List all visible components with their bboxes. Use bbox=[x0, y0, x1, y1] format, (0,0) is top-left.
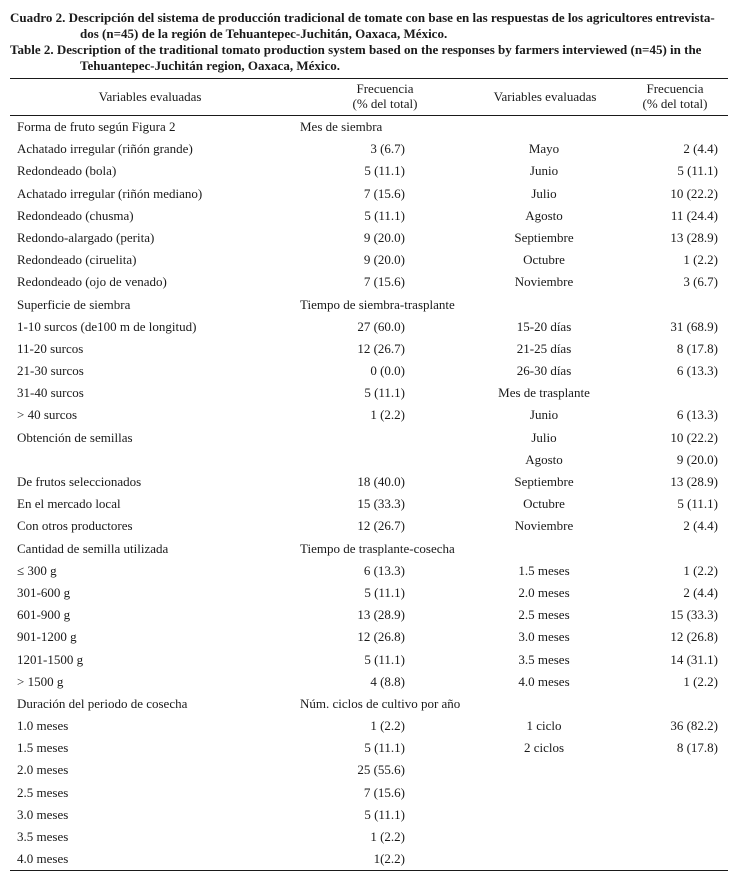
table-row bbox=[10, 316, 728, 338]
right-variable-cell: Julio bbox=[531, 429, 557, 445]
left-variable-cell: Redondeado (ciruelita) bbox=[17, 252, 137, 268]
left-frequency-cell: 6 (13.3) bbox=[363, 562, 405, 578]
header-frequency-left-line-1: Frecuencia bbox=[356, 81, 414, 96]
right-frequency-cell: 3 (6.7) bbox=[683, 274, 718, 290]
right-variable-cell: 21-25 días bbox=[516, 340, 572, 356]
right-variable-cell: 1.5 meses bbox=[518, 562, 570, 578]
right-variable-cell: 2.0 meses bbox=[518, 584, 570, 600]
left-variable-cell: 21-30 surcos bbox=[17, 363, 84, 379]
left-variable-cell: Redondeado (bola) bbox=[17, 163, 117, 179]
left-frequency-cell: 5 (11.1) bbox=[364, 740, 405, 756]
header-variables-right: Variables evaluadas bbox=[493, 89, 597, 104]
left-frequency-cell: 18 (40.0) bbox=[357, 474, 405, 489]
table-row bbox=[10, 693, 728, 715]
table-row bbox=[10, 360, 728, 382]
left-frequency-cell: 1 (2.2) bbox=[370, 829, 405, 844]
left-frequency-cell: 1 (2.2) bbox=[370, 407, 405, 423]
right-frequency-cell: 11 (24.4) bbox=[670, 207, 718, 223]
right-frequency-cell: 9 (20.0) bbox=[676, 451, 718, 467]
table-row bbox=[10, 671, 728, 693]
header-frequency-right bbox=[625, 81, 725, 111]
right-variable-cell: Mayo bbox=[528, 141, 560, 157]
left-frequency-cell: 27 (60.0) bbox=[357, 318, 405, 334]
right-frequency-cell: 10 (22.2) bbox=[670, 185, 718, 201]
left-frequency-cell: 15 (33.3) bbox=[357, 496, 405, 512]
left-frequency-cell: 7 (15.6) bbox=[363, 784, 405, 800]
right-variable-cell: Septiembre bbox=[514, 474, 574, 489]
table-row bbox=[10, 227, 728, 249]
right-variable-cell: 3.0 meses bbox=[518, 629, 570, 645]
table-row bbox=[10, 249, 728, 271]
left-variable-cell: 1.5 meses bbox=[17, 740, 69, 756]
table-row bbox=[10, 737, 728, 759]
table-row bbox=[10, 449, 728, 471]
right-frequency-cell: 8 (17.8) bbox=[676, 340, 718, 356]
left-frequency-cell: 12 (26.7) bbox=[357, 518, 405, 534]
header-frequency-right-line-1: Frecuencia bbox=[646, 81, 704, 96]
table-row bbox=[10, 382, 728, 404]
right-frequency-cell: 1 (2.2) bbox=[683, 673, 718, 689]
right-variable-cell: Noviembre bbox=[514, 274, 574, 290]
right-section-label: Mes de siembra bbox=[300, 119, 383, 134]
right-variable-cell: 4.0 meses bbox=[518, 673, 570, 689]
table-row bbox=[10, 626, 728, 648]
left-variable-cell: Redondo-alargado (perita) bbox=[17, 229, 155, 245]
left-frequency-cell: 5 (11.1) bbox=[364, 651, 405, 667]
caption-english-line-2: Tehuantepec-Juchitán region, Oaxaca, México. bbox=[80, 58, 340, 73]
left-frequency-cell: 0 (0.0) bbox=[370, 363, 405, 379]
table-row bbox=[10, 804, 728, 826]
right-frequency-cell: 6 (13.3) bbox=[676, 363, 718, 379]
table-row bbox=[10, 138, 728, 160]
left-variable-cell: 1201-1500 g bbox=[17, 651, 84, 667]
table-row bbox=[10, 205, 728, 227]
left-frequency-cell: 1(2.2) bbox=[373, 851, 405, 867]
left-frequency-cell: 5 (11.1) bbox=[364, 163, 405, 179]
left-variable-cell: 1.0 meses bbox=[17, 718, 69, 734]
table-row bbox=[10, 294, 728, 316]
left-variable-cell: Con otros productores bbox=[17, 518, 133, 534]
left-variable-cell: Redondeado (ojo de venado) bbox=[17, 274, 167, 290]
left-variable-cell: 2.5 meses bbox=[17, 784, 69, 800]
right-variable-cell: 1 ciclo bbox=[526, 718, 562, 734]
right-variable-cell: 3.5 meses bbox=[518, 651, 570, 667]
caption-spanish bbox=[10, 10, 730, 42]
header-frequency-left-line-2: (% del total) bbox=[352, 96, 418, 111]
left-frequency-cell: 12 (26.7) bbox=[357, 340, 405, 356]
right-frequency-cell: 6 (13.3) bbox=[676, 407, 718, 423]
table-row bbox=[10, 515, 728, 537]
right-variable-cell: Septiembre bbox=[514, 229, 574, 245]
left-variable-cell: 2.0 meses bbox=[17, 762, 69, 778]
table-row bbox=[10, 759, 728, 781]
left-frequency-cell: 12 (26.8) bbox=[357, 629, 405, 645]
right-frequency-cell: 8 (17.8) bbox=[676, 740, 718, 756]
right-variable-cell: Octubre bbox=[523, 252, 565, 268]
left-variable-cell: 11-20 surcos bbox=[17, 340, 84, 356]
caption-spanish-line-1: Cuadro 2. Descripción del sistema de producción tradicional de tomate con base en las respuestas de los agricultores entrevista- bbox=[10, 10, 715, 25]
left-frequency-cell: 9 (20.0) bbox=[363, 229, 405, 245]
caption-english-line-1: Table 2. Description of the traditional tomato production system based on the responses by farmers interviewed (n=45) in the bbox=[10, 42, 702, 57]
table-row bbox=[10, 848, 728, 870]
table-row bbox=[10, 560, 728, 582]
right-section-label: Tiempo de siembra-trasplante bbox=[300, 296, 455, 312]
left-frequency-cell: 1 (2.2) bbox=[370, 718, 405, 734]
right-variable-cell: 2 ciclos bbox=[523, 740, 565, 756]
table-row bbox=[10, 404, 728, 426]
right-variable-cell: Junio bbox=[529, 163, 559, 179]
table-row bbox=[10, 338, 728, 360]
header-frequency-right-line-2: (% del total) bbox=[642, 96, 708, 111]
right-variable-cell: 2.5 meses bbox=[518, 607, 570, 623]
right-frequency-cell: 5 (11.1) bbox=[677, 163, 718, 179]
table-row bbox=[10, 271, 728, 293]
left-variable-cell: 3.5 meses bbox=[17, 829, 69, 844]
right-frequency-cell: 36 (82.2) bbox=[670, 718, 718, 734]
table-header bbox=[10, 79, 728, 115]
caption-english bbox=[10, 42, 730, 74]
right-variable-cell: Junio bbox=[529, 407, 559, 423]
right-frequency-cell: 1 (2.2) bbox=[683, 252, 718, 268]
left-frequency-cell: 5 (11.1) bbox=[364, 207, 405, 223]
left-frequency-cell: 7 (15.6) bbox=[363, 274, 405, 290]
left-frequency-cell: 5 (11.1) bbox=[364, 806, 405, 822]
right-frequency-cell: 12 (26.8) bbox=[670, 629, 718, 645]
right-frequency-cell: 2 (4.4) bbox=[683, 141, 718, 157]
caption-spanish-line-2: dos (n=45) de la región de Tehuantepec-Juchitán, Oaxaca, México. bbox=[80, 26, 448, 41]
table-body bbox=[10, 116, 728, 870]
right-section-label: Tiempo de trasplante-cosecha bbox=[300, 540, 455, 556]
header-variables-left: Variables evaluadas bbox=[98, 89, 202, 104]
table-row bbox=[10, 116, 728, 138]
left-frequency-cell: 5 (11.1) bbox=[364, 385, 405, 401]
right-frequency-cell: 1 (2.2) bbox=[683, 562, 718, 578]
table-row bbox=[10, 427, 728, 449]
right-variable-cell: Julio bbox=[531, 185, 557, 201]
left-section-label: Cantidad de semilla utilizada bbox=[17, 540, 169, 556]
right-variable-cell: Agosto bbox=[525, 207, 563, 223]
table-row bbox=[10, 538, 728, 560]
left-variable-cell: 31-40 surcos bbox=[17, 385, 84, 401]
left-frequency-cell: 4 (8.8) bbox=[370, 673, 405, 689]
table-row bbox=[10, 160, 728, 182]
left-frequency-cell: 7 (15.6) bbox=[363, 185, 405, 201]
table-bottom-rule bbox=[10, 870, 728, 871]
left-variable-cell: > 1500 g bbox=[17, 673, 64, 689]
table-row bbox=[10, 715, 728, 737]
right-frequency-cell: 2 (4.4) bbox=[683, 518, 718, 534]
left-frequency-cell: 9 (20.0) bbox=[363, 252, 405, 268]
left-section-label: Duración del periodo de cosecha bbox=[17, 695, 188, 711]
left-frequency-cell: 5 (11.1) bbox=[364, 584, 405, 600]
right-variable-cell: 15-20 días bbox=[516, 318, 572, 334]
right-frequency-cell: 13 (28.9) bbox=[670, 474, 718, 489]
right-section-label: Núm. ciclos de cultivo por año bbox=[300, 695, 461, 711]
right-frequency-cell: 10 (22.2) bbox=[670, 429, 718, 445]
left-variable-cell: Redondeado (chusma) bbox=[17, 207, 134, 223]
left-variable-cell: Achatado irregular (riñón mediano) bbox=[17, 185, 203, 201]
table-row bbox=[10, 826, 728, 848]
right-variable-cell: 26-30 días bbox=[516, 363, 572, 379]
table-row bbox=[10, 649, 728, 671]
table-row bbox=[10, 604, 728, 626]
left-variable-cell: ≤ 300 g bbox=[17, 562, 57, 578]
left-frequency-cell: 3 (6.7) bbox=[370, 141, 405, 157]
right-variable-cell: Octubre bbox=[523, 496, 565, 512]
left-variable-cell: 301-600 g bbox=[17, 584, 71, 600]
right-section-label: Mes de trasplante bbox=[498, 385, 590, 401]
left-variable-cell: 601-900 g bbox=[17, 607, 71, 623]
table-row bbox=[10, 183, 728, 205]
left-section-label: Forma de fruto según Figura 2 bbox=[17, 119, 176, 134]
right-frequency-cell: 15 (33.3) bbox=[670, 607, 718, 623]
right-variable-cell: Agosto bbox=[525, 451, 563, 467]
left-section-label: Superficie de siembra bbox=[17, 296, 131, 312]
left-variable-cell: 901-1200 g bbox=[17, 629, 77, 645]
right-frequency-cell: 5 (11.1) bbox=[677, 496, 718, 512]
left-frequency-cell: 13 (28.9) bbox=[357, 607, 405, 623]
left-frequency-cell: 25 (55.6) bbox=[357, 762, 405, 778]
right-frequency-cell: 13 (28.9) bbox=[670, 229, 718, 245]
right-frequency-cell: 31 (68.9) bbox=[670, 318, 718, 334]
table-row bbox=[10, 493, 728, 515]
right-frequency-cell: 14 (31.1) bbox=[670, 651, 718, 667]
table-row bbox=[10, 471, 728, 493]
table-row bbox=[10, 782, 728, 804]
left-variable-cell: 3.0 meses bbox=[17, 806, 69, 822]
table-row bbox=[10, 582, 728, 604]
left-variable-cell: 1-10 surcos (de100 m de longitud) bbox=[17, 318, 197, 334]
left-variable-cell: En el mercado local bbox=[17, 496, 121, 512]
header-frequency-left bbox=[330, 81, 440, 111]
left-variable-cell: > 40 surcos bbox=[17, 407, 78, 423]
left-section-label: Obtención de semillas bbox=[17, 429, 133, 445]
table-caption bbox=[10, 10, 730, 74]
right-variable-cell: Noviembre bbox=[514, 518, 574, 534]
right-frequency-cell: 2 (4.4) bbox=[683, 584, 718, 600]
left-variable-cell: De frutos seleccionados bbox=[17, 474, 142, 489]
left-variable-cell: Achatado irregular (riñón grande) bbox=[17, 141, 193, 157]
left-variable-cell: 4.0 meses bbox=[17, 851, 69, 867]
